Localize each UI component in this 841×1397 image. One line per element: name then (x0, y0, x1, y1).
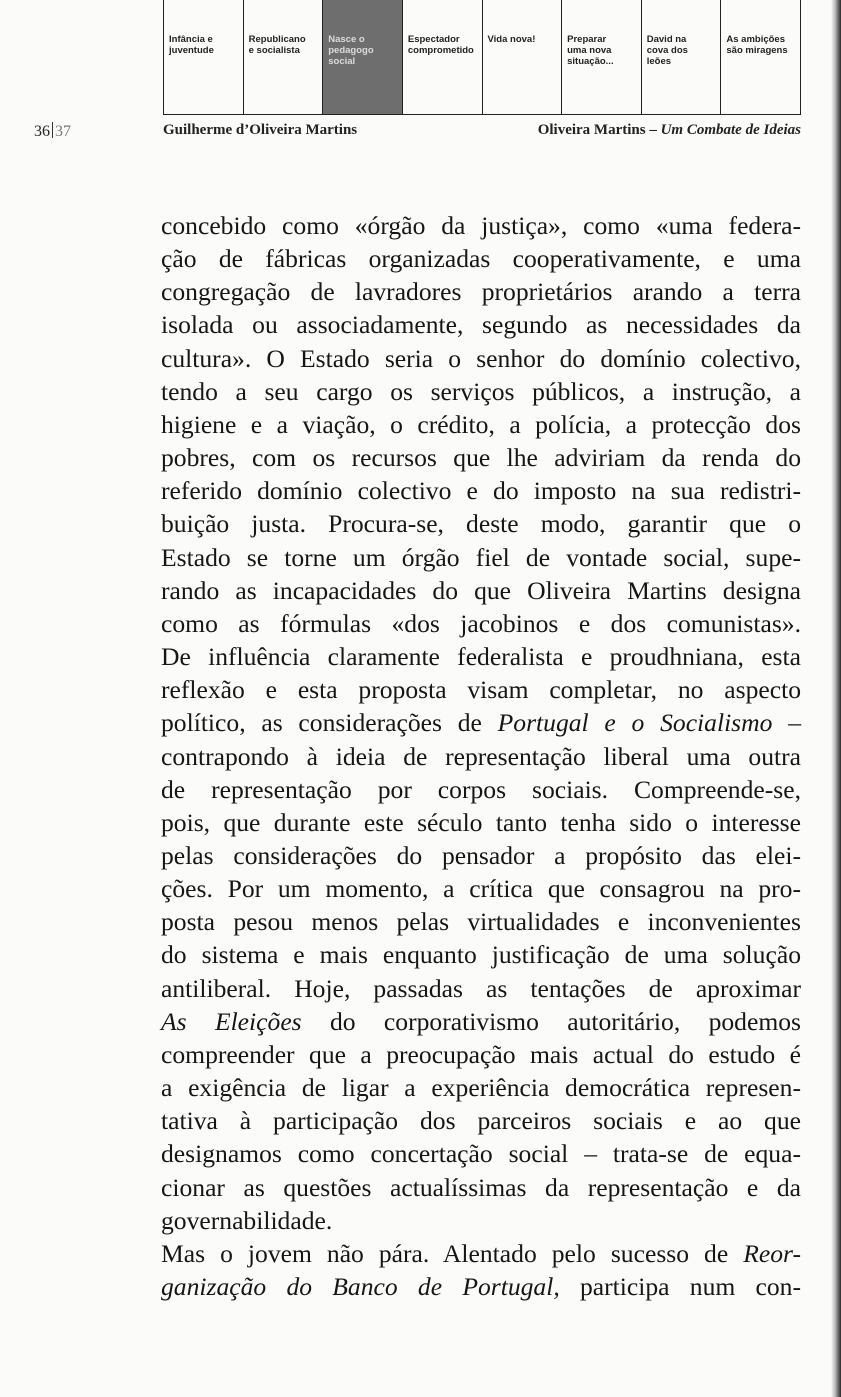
text-line (161, 474, 801, 507)
text-run: isolada ou associadamente, segundo as necessidades da (161, 310, 801, 340)
text-run: pobres, com os recursos que lhe adviriam da renda do (161, 443, 801, 473)
chapter-tab-3[interactable]: Nasce o pedagogo social (322, 0, 402, 114)
text-run: compreender que a preocupação mais actual do estudo é (161, 1039, 801, 1069)
text-line (161, 375, 801, 408)
text-run: Mas o jovem não pára. Alentado pelo sucesso de (161, 1238, 744, 1268)
text-line (161, 706, 801, 739)
text-line (161, 938, 801, 971)
text-run: governabilidade. (161, 1205, 333, 1235)
text-run: higiene e a viação, o crédito, a polícia, a protecção dos (161, 409, 801, 439)
book-title-main: Oliveira Martins – (537, 122, 661, 138)
text-line (161, 342, 801, 375)
text-line (161, 209, 801, 242)
chapter-tab-8[interactable]: As ambições são miragens (720, 0, 801, 114)
running-header-title (538, 122, 801, 139)
italic-title: ganização do Banco de Portugal, (161, 1272, 560, 1301)
running-header-author: Guilherme d’Oliveira Martins (163, 122, 358, 138)
text-line (161, 740, 801, 773)
text-run: cultura». O Estado seria o senhor do domínio colectivo, (161, 343, 801, 373)
text-line (161, 1104, 801, 1137)
text-run: congregação de lavradores proprietários arando a terra (161, 277, 801, 307)
text-run: do corporativismo autoritário, podemos (301, 1006, 801, 1036)
text-run: tendo a seu cargo os serviços públicos, a instrução, a (161, 376, 801, 406)
text-run: político, as considerações de (161, 708, 498, 738)
text-run: tativa à participação dos parceiros sociais e ao que (161, 1106, 801, 1136)
text-run: De influência claramente federalista e proudhniana, esta (161, 642, 801, 672)
chapter-tab-1[interactable]: Infância e juventude (163, 0, 243, 114)
text-line (161, 806, 801, 839)
text-line (161, 872, 801, 905)
chapter-tab-2[interactable]: Republicano e socialista (243, 0, 323, 114)
text-line (161, 839, 801, 872)
text-line (161, 1038, 801, 1071)
book-title-subtitle: Um Combate de Ideias (660, 122, 801, 138)
text-line (161, 1071, 801, 1104)
page-numbers (34, 122, 71, 141)
chapter-tab-6[interactable]: Preparar uma nova situação... (561, 0, 641, 114)
text-run: – (772, 708, 801, 738)
page-number-right: 37 (55, 123, 71, 140)
text-run: posta pesou menos pelas virtualidades e inconvenientes (161, 907, 801, 937)
chapter-navigation (163, 0, 801, 115)
scan-edge-shadow (831, 0, 841, 1397)
text-run: pelas considerações do pensador a propósito das elei- (161, 840, 801, 870)
text-run: referido domínio colectivo e do imposto na sua redistri- (161, 476, 801, 506)
text-run: como as fórmulas «dos jacobinos e dos comunistas». (161, 608, 801, 638)
text-line (161, 1270, 801, 1303)
italic-title: As Eleições (161, 1006, 302, 1036)
text-line (161, 1237, 801, 1270)
text-run: rando as incapacidades do que Oliveira Martins designa (161, 575, 801, 605)
text-run: participa num con- (559, 1272, 802, 1301)
text-line (161, 441, 801, 474)
text-run: pois, que durante este século tanto tenha sido o interesse (161, 807, 801, 837)
chapter-tab-7[interactable]: David na cova dos leões (641, 0, 721, 114)
text-line (161, 1005, 801, 1038)
text-line (161, 574, 801, 607)
text-line (161, 242, 801, 275)
text-line (161, 905, 801, 938)
text-line (161, 541, 801, 574)
text-line (161, 640, 801, 673)
text-line (161, 1171, 801, 1204)
text-line (161, 408, 801, 441)
text-line (161, 773, 801, 806)
chapter-tab-4[interactable]: Espectador comprometido (402, 0, 482, 114)
text-line (161, 673, 801, 706)
text-run: contrapondo à ideia de representação liberal uma outra (161, 741, 801, 771)
italic-title: Reor- (743, 1238, 801, 1268)
text-run: Estado se torne um órgão fiel de vontade social, supe- (161, 542, 801, 572)
text-run: de representação por corpos sociais. Compreende-se, (161, 774, 801, 804)
text-run: reflexão e esta proposta visam completar, no aspecto (161, 675, 801, 705)
text-line (161, 607, 801, 640)
text-run: ções. Por um momento, a crítica que consagrou na pro- (161, 874, 801, 904)
page-number-left: 36 (34, 123, 50, 140)
text-line (161, 1137, 801, 1170)
page-number-divider (52, 122, 53, 138)
text-run: antiliberal. Hoje, passadas as tentações de aproximar (161, 973, 801, 1003)
text-line (161, 308, 801, 341)
text-line (161, 275, 801, 308)
chapter-tab-5[interactable]: Vida nova! (482, 0, 562, 114)
text-run: cionar as questões actualíssimas da representação e da (161, 1172, 801, 1202)
text-line (161, 1204, 801, 1237)
body-text (161, 209, 801, 1303)
text-line (161, 972, 801, 1005)
text-run: concebido como «órgão da justiça», como «uma federa- (161, 211, 801, 240)
text-run: designamos como concertação social – trata-se de equa- (161, 1139, 801, 1169)
italic-title: Portugal e o Socialismo (497, 708, 773, 738)
text-run: buição justa. Procura-se, deste modo, garantir que o (161, 509, 801, 539)
text-run: a exigência de ligar a experiência democrática represen- (161, 1073, 801, 1103)
text-run: do sistema e mais enquanto justificação de uma solução (161, 940, 801, 970)
text-run: ção de fábricas organizadas cooperativamente, e uma (161, 244, 801, 274)
text-line (161, 507, 801, 540)
